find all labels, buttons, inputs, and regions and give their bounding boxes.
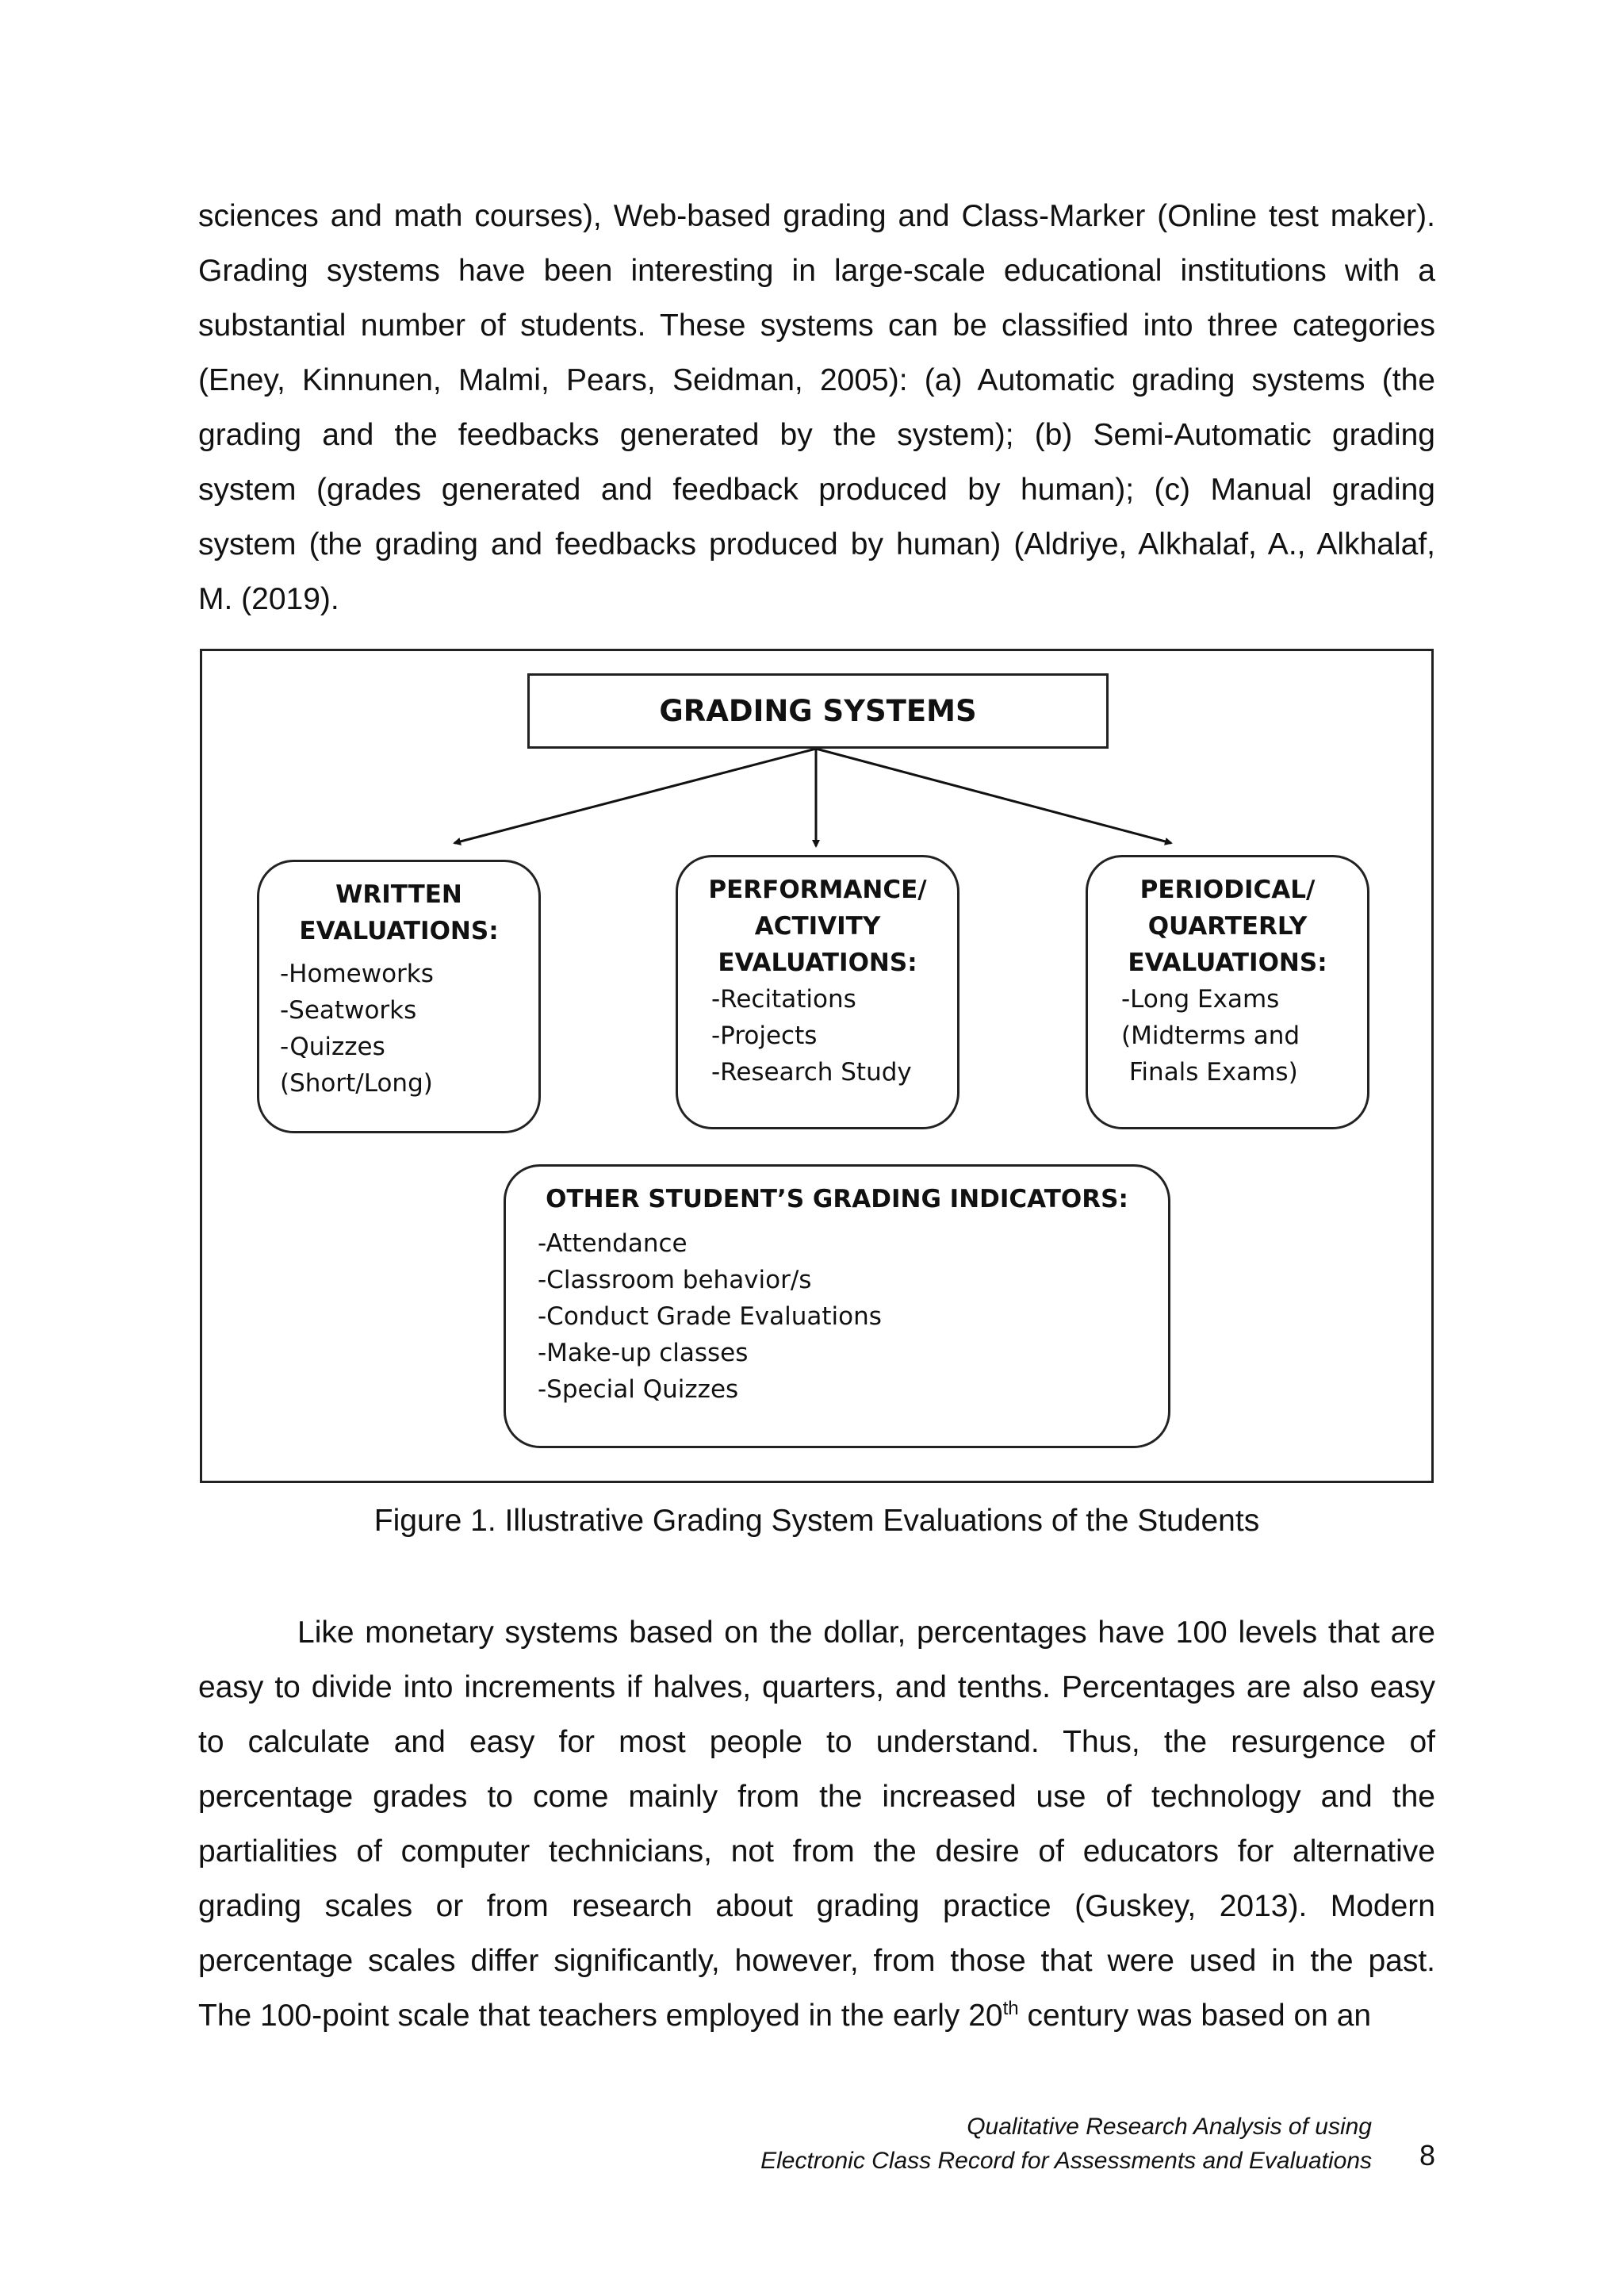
box-heading bbox=[705, 872, 930, 981]
figure-caption: Figure 1. Illustrative Grading System Evaluations of the Students bbox=[373, 1504, 1260, 1538]
list-item: -Seatworks bbox=[280, 996, 417, 1025]
other-grading-indicators-box bbox=[504, 1164, 1170, 1448]
box-items bbox=[280, 956, 511, 1102]
superscript: th bbox=[1002, 1998, 1019, 2019]
text-line: partialities of computer technicians, not from the desire of educators for alternative bbox=[198, 1834, 1435, 1869]
list-item: -Research Study bbox=[711, 1058, 912, 1087]
heading-line: EVALUATIONS: bbox=[718, 949, 917, 977]
list-item: -Homeworks bbox=[280, 960, 434, 988]
text-line bbox=[198, 1988, 1435, 2043]
text-line: sciences and math courses), Web-based grading and Class-Marker (Online test maker). bbox=[198, 199, 1435, 233]
list-item: Finals Exams) bbox=[1121, 1058, 1298, 1087]
box-items bbox=[711, 981, 930, 1091]
box-items bbox=[538, 1225, 1136, 1408]
page-number: 8 bbox=[1419, 2139, 1436, 2171]
box-items bbox=[1121, 981, 1340, 1091]
footer-line: Electronic Class Record for Assessments and Evaluations bbox=[760, 2148, 1372, 2174]
heading-line: ACTIVITY bbox=[754, 912, 881, 941]
heading-line: EVALUATIONS: bbox=[1128, 949, 1327, 977]
written-evaluations-box bbox=[257, 860, 541, 1133]
list-item: (Midterms and bbox=[1121, 1022, 1300, 1050]
list-item: -Projects bbox=[711, 1022, 818, 1050]
text-line: percentage grades to come mainly from the increased use of technology and the bbox=[198, 1780, 1435, 1814]
text-line: substantial number of students. These systems can be classified into three categories bbox=[198, 309, 1435, 343]
text-line: system (the grading and feedbacks produced by human) (Aldriye, Alkhalaf, A., Alkhalaf, bbox=[198, 527, 1435, 562]
heading-line: WRITTEN bbox=[335, 880, 462, 909]
list-item: -Classroom behavior/s bbox=[538, 1266, 812, 1294]
grading-systems-figure bbox=[200, 649, 1434, 1483]
text-line: Like monetary systems based on the dollar, percentages have 100 levels that are bbox=[297, 1616, 1435, 1650]
intro-paragraph bbox=[198, 189, 1435, 627]
box-heading bbox=[286, 876, 511, 949]
box-heading bbox=[1115, 872, 1340, 981]
heading-line: EVALUATIONS: bbox=[299, 917, 499, 945]
text-line: grading and the feedbacks generated by the system); (b) Semi-Automatic grading bbox=[198, 418, 1435, 452]
footer-line: Qualitative Research Analysis of using bbox=[967, 2114, 1372, 2140]
text-line: M. (2019). bbox=[198, 582, 339, 616]
root-label: GRADING SYSTEMS bbox=[659, 694, 977, 728]
list-item: -Special Quizzes bbox=[538, 1375, 739, 1404]
text-run: The 100-point scale that teachers employed in the early 20 bbox=[198, 1999, 1003, 2033]
grading-systems-root-box bbox=[527, 673, 1109, 749]
heading-line: PERFORMANCE/ bbox=[708, 876, 927, 904]
list-item: -Make-up classes bbox=[538, 1339, 749, 1367]
running-footer bbox=[760, 2110, 1372, 2178]
text-run: century was based on an bbox=[1018, 1999, 1372, 2033]
body-paragraph bbox=[198, 1605, 1435, 2043]
text-line: Grading systems have been interesting in large-scale educational institutions with a bbox=[198, 254, 1435, 288]
box-heading: OTHER STUDENT’S GRADING INDICATORS: bbox=[546, 1185, 1128, 1213]
list-item: -Recitations bbox=[711, 985, 856, 1014]
periodical-evaluations-box bbox=[1086, 855, 1369, 1129]
text-line: (Eney, Kinnunen, Malmi, Pears, Seidman, 2005): (a) Automatic grading systems (the bbox=[198, 363, 1435, 397]
text-line: easy to divide into increments if halves, quarters, and tenths. Percentages are also easy bbox=[198, 1670, 1435, 1704]
text-line: system (grades generated and feedback produced by human); (c) Manual grading bbox=[198, 473, 1435, 507]
list-item: -Long Exams bbox=[1121, 985, 1280, 1014]
arrow-to-written bbox=[454, 749, 816, 843]
text-line: percentage scales differ significantly, however, from those that were used in the past. bbox=[198, 1944, 1435, 1978]
text-line: grading scales or from research about grading practice (Guskey, 2013). Modern bbox=[198, 1889, 1435, 1923]
text-line: to calculate and easy for most people to understand. Thus, the resurgence of bbox=[198, 1725, 1435, 1759]
heading-line: PERIODICAL/ bbox=[1139, 876, 1316, 904]
list-item: -Attendance bbox=[538, 1229, 688, 1258]
list-item: -Conduct Grade Evaluations bbox=[538, 1302, 882, 1331]
heading-line: QUARTERLY bbox=[1147, 912, 1308, 941]
performance-evaluations-box bbox=[676, 855, 959, 1129]
arrow-to-periodical bbox=[816, 749, 1171, 843]
list-item: -Quizzes bbox=[280, 1033, 385, 1061]
list-item: (Short/Long) bbox=[280, 1069, 433, 1098]
